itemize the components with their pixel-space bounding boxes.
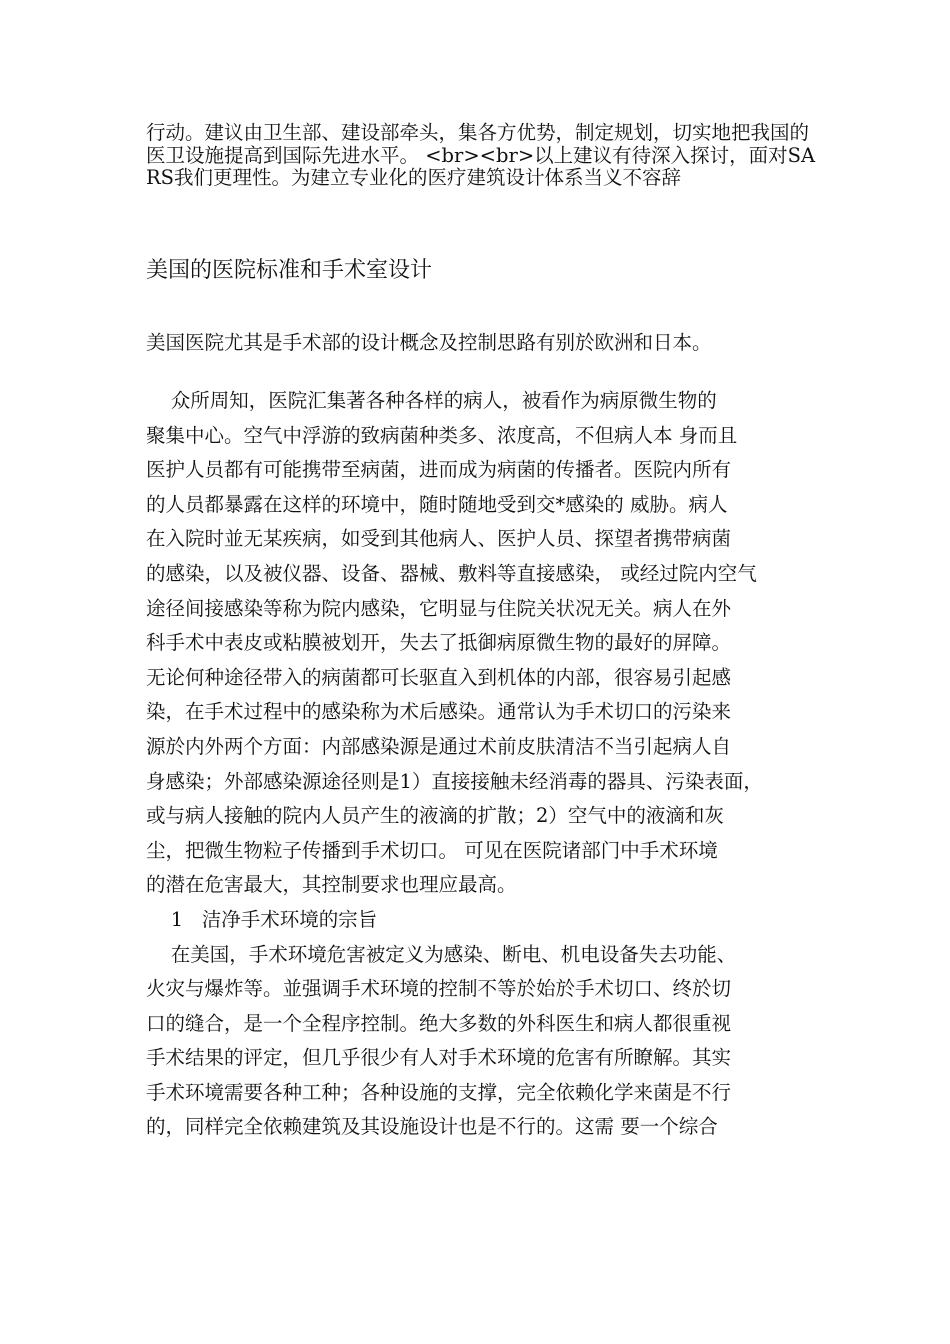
body-line: 尘，把微生物粒子传播到手术切口。 可见在医院诸部门中手术环境 (146, 838, 718, 862)
body-line: 手术结果的评定，但几乎很少有人对手术环境的危害有所瞭解。其实 (146, 1046, 732, 1070)
body-line: 口的缝合，是一个全程序控制。绝大多数的外科医生和病人都很重视 (146, 1011, 732, 1035)
body-line: 染，在手术过程中的感染称为术后感染。通常认为手术切口的污染来 (146, 700, 732, 724)
body-line: 众所周知，医院汇集著各种各样的病人，被看作为病原微生物的 (146, 389, 717, 412)
body-line: 的感染，以及被仪器、设备、器械、敷料等直接感染， 或经过院内空气 (146, 561, 757, 585)
body-line: 或与病人接触的院内人员产生的液滴的扩散；2）空气中的液滴和灰 (146, 804, 724, 828)
intro-paragraph: 行动。建议由卫生部、建设部牵头，集各方优势，制定规划，切实地把我国的医卫设施提高到国际先进水平。 <br><br>以上建议有待深入探讨，面对SARS我们更理性。为建立专业化的医疗建筑设计体系当义不容辞 (146, 121, 816, 189)
body-line: 手术环境需要各种工种；各种设施的支撑，完全依赖化学来菌是不行 (146, 1080, 732, 1104)
body-line: 的潜在危害最大，其控制要求也理应最高。 (146, 873, 517, 897)
section-title: 美国的医院标准和手术室设计 (146, 258, 433, 283)
body-line: 在入院时並无某疾病，如受到其他病人、医护人员、探望者携带病菌 (146, 527, 732, 551)
body-line: 聚集中心。空气中浮游的致病菌种类多、浓度高，不但病人本 身而且 (146, 423, 738, 447)
body-line: 的，同样完全依赖建筑及其设施设计也是不行的。这需 要一个综合 (146, 1115, 718, 1139)
body-line: 身感染；外部感染源途径则是1）直接接触未经消毒的器具、污染表面， (146, 769, 763, 793)
body-line: 无论何种途径带入的病菌都可长驱直入到机体的内部，很容易引起感 (146, 665, 732, 689)
subsection-heading: 1 洁净手术环境的宗旨 (146, 907, 378, 931)
lead-sentence: 美国医院尤其是手术部的设计概念及控制思路有别於欧洲和日本。 (146, 331, 712, 354)
body-line: 在美国，手术环境危害被定义为感染、断电、机电设备失去功能、 (146, 942, 737, 966)
body-line: 的人员都暴露在这样的环境中，随时随地受到交*感染的 威胁。病人 (146, 492, 728, 516)
body-line: 火灾与爆炸等。並强调手术环境的控制不等於始於手术切口、终於切 (146, 977, 732, 1001)
body-line: 源於内外两个方面：内部感染源是通过术前皮肤清洁不当引起病人自 (146, 734, 732, 758)
body-text (146, 384, 826, 1145)
body-line: 途径间接感染等称为院内感染，它明显与住院关状况无关。病人在外 (146, 596, 732, 620)
body-line: 科手术中表皮或粘膜被划开，失去了抵御病原微生物的最好的屏障。 (146, 631, 732, 655)
body-line: 医护人员都有可能携带至病菌，进而成为病菌的传播者。医院内所有 (146, 458, 732, 482)
